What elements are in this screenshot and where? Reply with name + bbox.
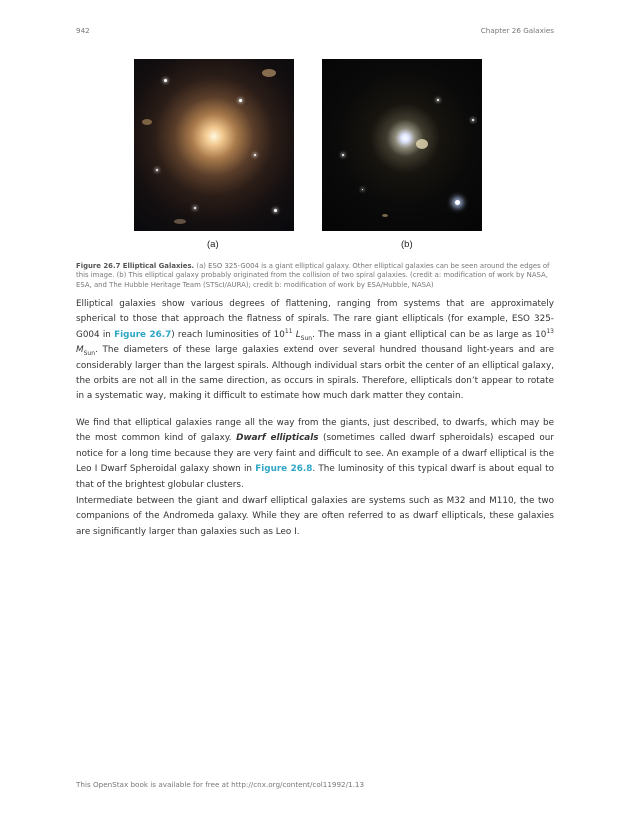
term-dwarf-ellipticals: Dwarf ellipticals: [236, 433, 319, 444]
galaxy-image-b: [322, 59, 482, 231]
subscript: Sun: [300, 334, 313, 342]
figure-label-a: (a): [207, 239, 219, 250]
text-run: . The diameters of these large galaxies extend over several hundred thousand light-years and are considerably larger than the largest spirals. Although individual stars orbit the center of an elliptical galaxy, the orbits are not all in the same direction, as occurs in spirals. Therefore, ellipticals don’t appear to rotate in a systematic way, making it difficult to estimate how much dark matter they contain.: [76, 345, 554, 402]
figure-caption: [76, 262, 554, 290]
symbol-m: M: [76, 345, 84, 356]
text-run: . The luminosity of this typical dwarf is about equal to that of the brightest globular clusters.: [76, 464, 554, 490]
paragraph-intermediate: Intermediate between the giant and dwarf elliptical galaxies are systems such as M32 and M110, the two companions of the Andromeda galaxy. While they are often referred to as dwarf ellipticals, these galaxies are significantly larger than galaxies such as Leo I.: [76, 496, 554, 537]
page-footer: This OpenStax book is available for free at http://cnx.org/content/col11992/1.13: [76, 780, 365, 789]
text-run: Elliptical galaxies show various degrees of flattening, ranging from systems that are approximately spherical to those that approach the flatness of spirals. The rare giant ellipticals (for example, ESO 325-G004 in: [76, 299, 554, 340]
text-run: . The mass in a giant elliptical can be as large as 10: [312, 329, 547, 340]
page-header: [76, 26, 554, 38]
symbol-l: L: [292, 329, 301, 340]
figure-26-8-link[interactable]: Figure 26.8: [255, 464, 313, 475]
figure-label-b: (b): [401, 239, 413, 250]
superscript: 11: [284, 327, 293, 335]
caption-text: (a) ESO 325-G004 is a giant elliptical galaxy. Other elliptical galaxies can be seen around the edges of this image. (b) This elliptical galaxy probably originated from the collision of two spiral galaxies. (credit a: modification of work by NASA, ESA, and The Hubble Heritage Team (STScI/AURA); credit b: modification of work by ESA/Hubble, NASA): [76, 262, 550, 289]
chapter-title: Chapter 26 Galaxies: [480, 26, 554, 35]
text-run: ) reach luminosities of 10: [171, 329, 285, 340]
paragraph-giant-ellipticals: [76, 297, 554, 405]
subscript: Sun: [83, 349, 96, 357]
paragraph-dwarf-ellipticals: [76, 416, 554, 493]
caption-title: Figure 26.7 Elliptical Galaxies.: [76, 262, 195, 270]
page-number: 942: [76, 26, 90, 35]
text-run: We find that elliptical galaxies range all the way from the giants, just described, to dwarfs, which may be the most common kind of galaxy.: [76, 418, 554, 444]
figure-26-7-link[interactable]: Figure 26.7: [114, 329, 172, 340]
galaxy-image-a: [134, 59, 294, 231]
superscript: 13: [546, 327, 554, 335]
text-run: (sometimes called dwarf spheroidals) escaped our notice for a long time because they are very faint and difficult to see. An example of a dwarf elliptical is the Leo I Dwarf Spheroidal galaxy shown in: [76, 433, 554, 475]
